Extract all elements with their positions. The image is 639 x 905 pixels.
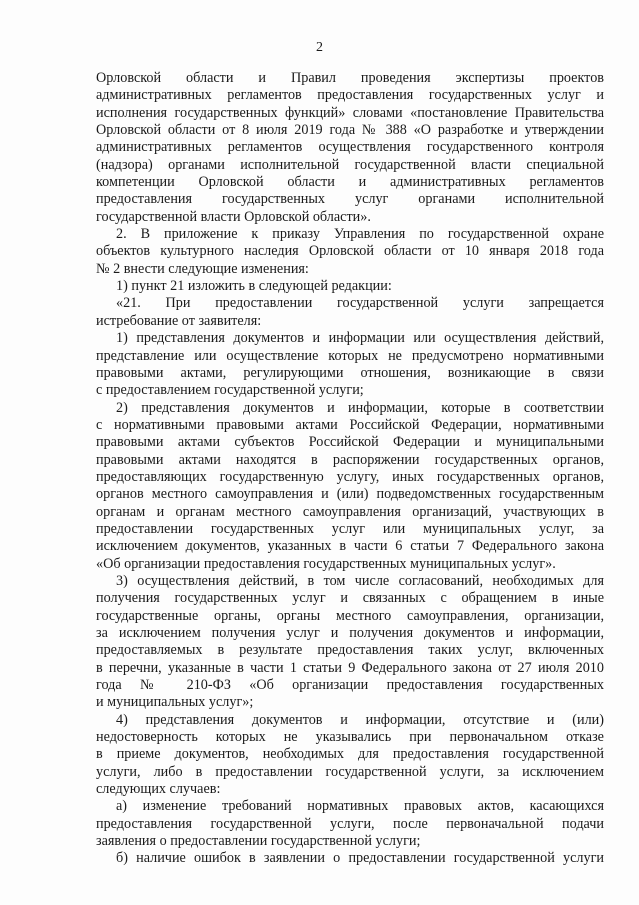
text-line: а) изменение требований нормативных правовых актов, касающихся [116,798,604,815]
text-line: следующих случаев: [96,781,221,798]
text-line: 3) осуществления действий, в том числе согласований, необходимых для [116,572,604,589]
text-line: предоставления государственных услуг органами исполнительной [96,191,604,208]
text-line: 2. В приложение к приказу Управления по государственной охране [116,226,604,243]
text-line: «21. При предоставлении государственной услуги запрещается [116,295,604,312]
text-line: административных регламентов предоставления государственных услуг и [96,87,604,104]
text-line: «Об организации предоставления государственных муниципальных услуг». [96,555,556,572]
text-line: истребование от заявителя: [96,312,262,329]
text-line: услуги, либо в предоставлении государственной услуги, за исключением [96,763,604,780]
text-line: компетенции Орловской области и административных регламентов [96,174,604,191]
text-line: с нормативными правовыми актами Российской Федерации, нормативными [96,416,604,433]
text-line: исключением документов, указанных в части 6 статьи 7 Федерального закона [96,538,604,555]
text-line: предоставлении государственных услуг или муниципальных услуг, за [96,520,604,537]
text-line: представление или осуществление которых не предусмотрено нормативными [96,347,604,364]
text-line: заявления о предоставлении государственной услуги; [96,833,421,850]
text-line: б) наличие ошибок в заявлении о предоставлении государственной услуги [116,850,604,867]
text-line: правовыми актами находятся в распоряжении государственных органов, [96,451,604,468]
text-line: предоставления государственной услуги, после первоначальной подачи [96,815,604,832]
text-line: Орловской области от 8 июля 2019 года № 388 «О разработке и утверждении [96,122,604,139]
text-line: органов местного самоуправления и (или) подведомственных государственным [96,486,604,503]
page-number: 2 [316,40,323,55]
document-body [96,70,604,868]
text-line: правовыми актами, регулирующими отношения, возникающие в связи [96,364,604,381]
text-line: получения государственных услуг и связанных с обращением в иные [96,590,604,607]
text-line: недостоверность которых не указывались при первоначальном отказе [96,729,604,746]
text-line: предоставляемых в результате предоставления таких услуг, включенных [96,642,604,659]
text-line: административных регламентов осуществления государственного контроля [96,139,604,156]
text-line: государственной власти Орловской области». [96,208,371,225]
text-line: в приеме документов, необходимых для предоставления государственной [96,746,604,763]
text-line: и муниципальных услуг»; [96,694,254,711]
text-line: исполнения государственных функций» словами «постановление Правительства [96,104,604,121]
text-line: в перечни, указанные в части 1 статьи 9 Федерального закона от 27 июля 2010 [96,659,604,676]
text-line: объектов культурного наследия Орловской области от 10 января 2018 года [96,243,604,260]
text-line: государственные органы, органы местного самоуправления, организации, [96,607,604,624]
text-line: № 2 внести следующие изменения: [96,260,309,277]
text-line: (надзора) органами исполнительной государственной власти специальной [96,156,604,173]
text-line: 2) представления документов и информации, которые в соответствии [116,399,604,416]
text-line: предоставляющих государственную услугу, иных государственных органов, [96,468,604,485]
text-line: органам и органам местного самоуправления организаций, участвующих в [96,503,604,520]
text-line: года № 210-ФЗ «Об организации предоставления государственных [96,677,604,694]
text-line: Орловской области и Правил проведения экспертизы проектов [96,70,604,86]
text-line: с предоставлением государственной услуги; [96,382,364,399]
text-line: за исключением получения услуг и получения документов и информации, [96,625,604,641]
text-line: 4) представления документов и информации, отсутствие и (или) [116,711,604,728]
text-line: правовыми актами субъектов Российской Федерации и муниципальными [96,434,604,451]
text-line: 1) пункт 21 изложить в следующей редакции: [116,278,392,295]
text-line: 1) представления документов и информации или осуществления действий, [116,330,604,347]
